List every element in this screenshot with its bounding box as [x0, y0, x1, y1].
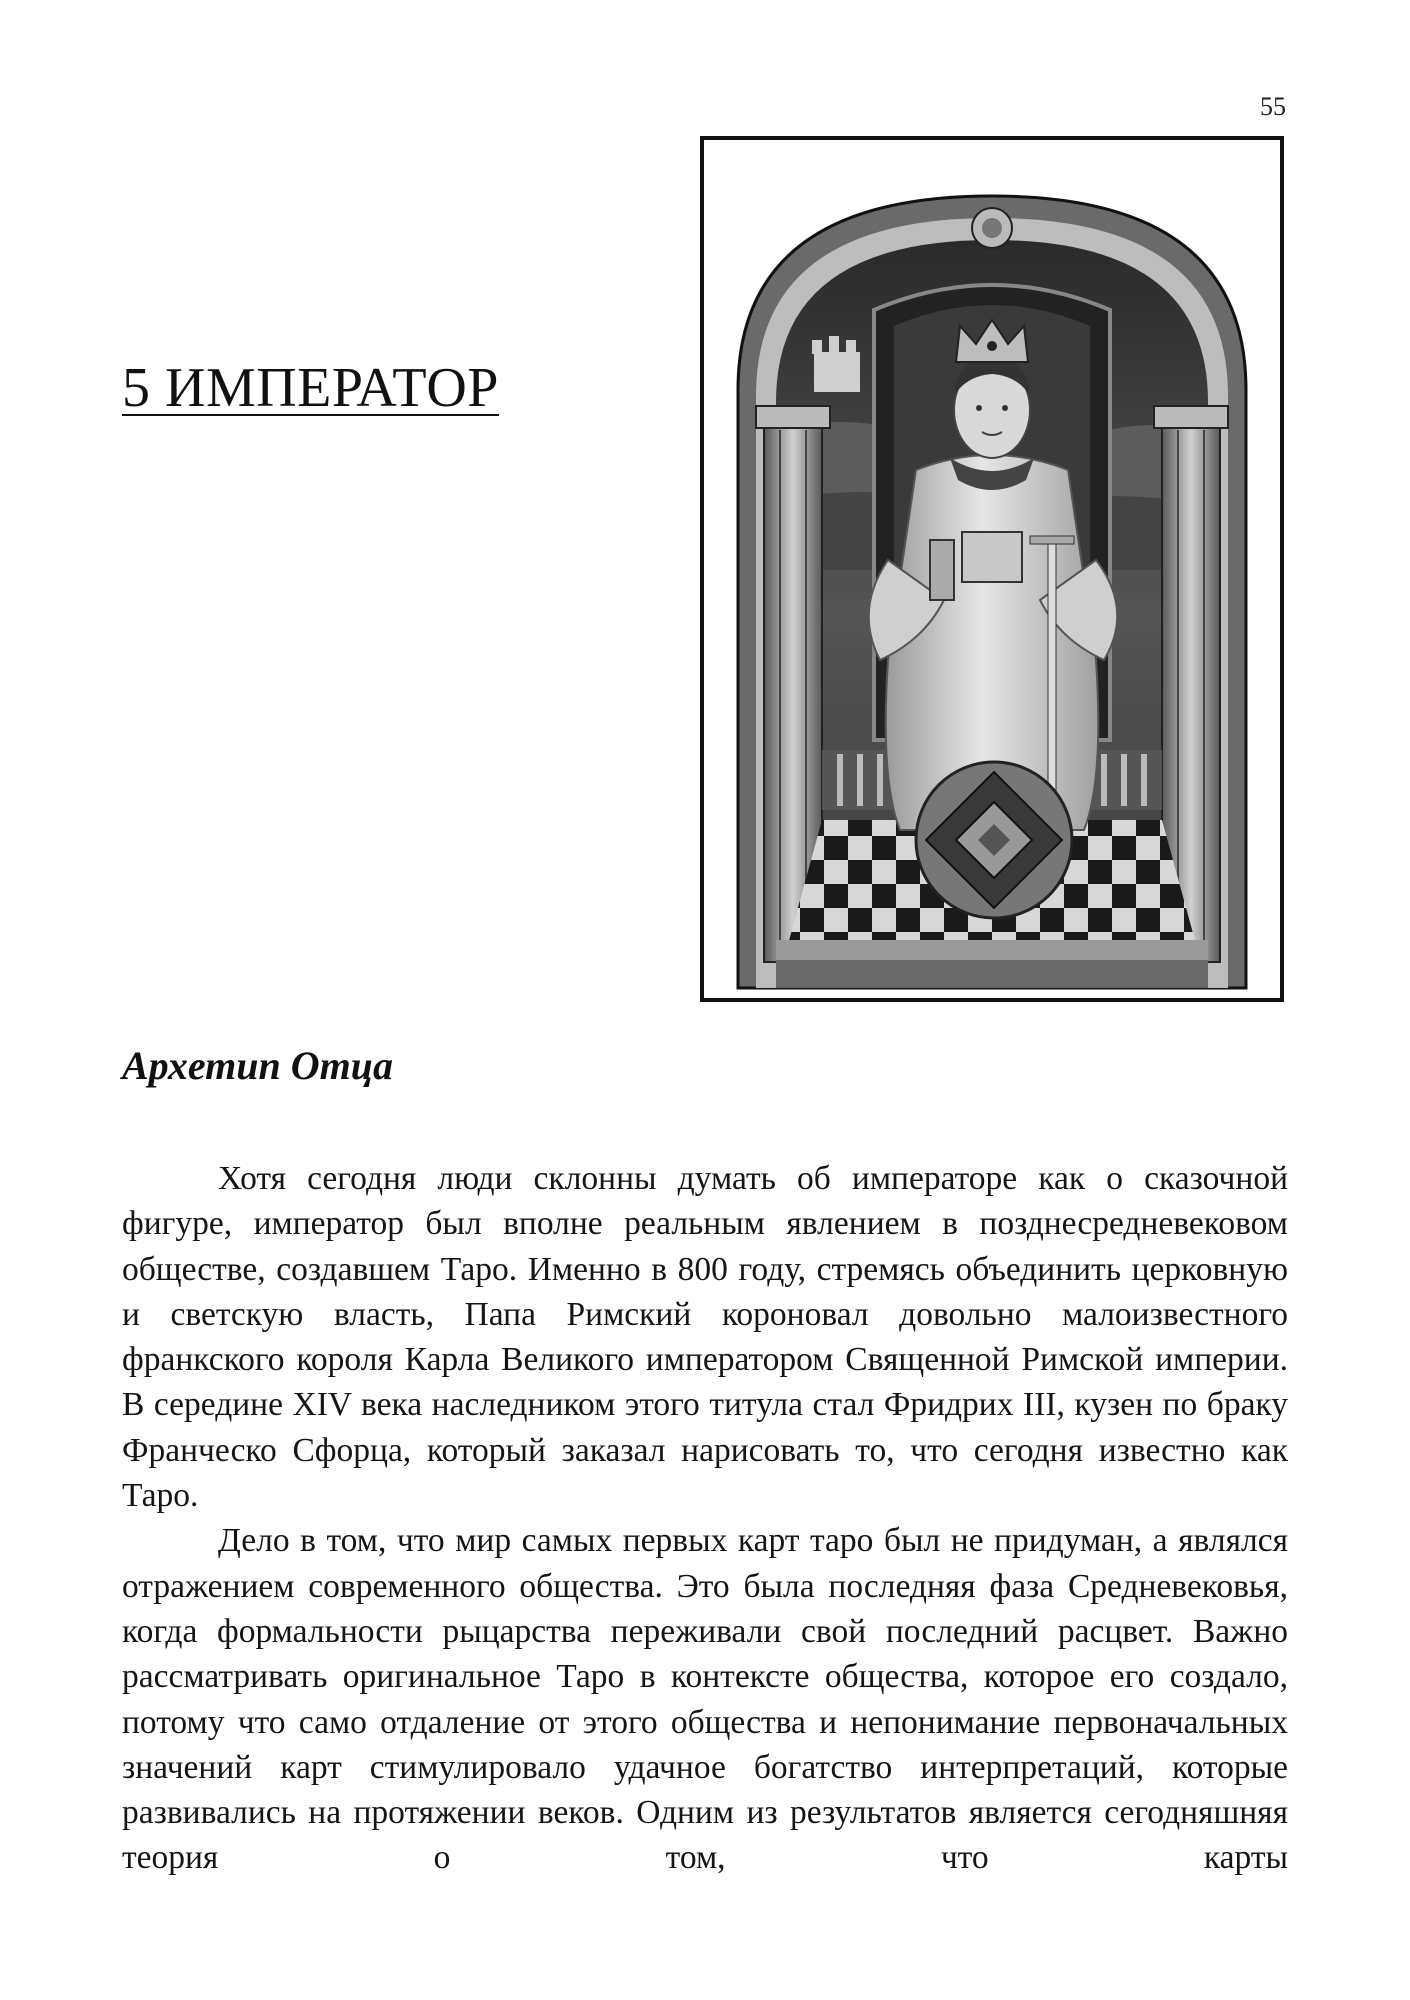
page-number: 55	[1260, 92, 1286, 121]
emperor-card-illustration	[700, 136, 1284, 1002]
body-text	[122, 1156, 1288, 1881]
emperor-tarot-card-image-icon	[704, 140, 1280, 998]
section-heading: Архетип Отца	[122, 1043, 393, 1088]
paragraph-2: Дело в том, что мир самых первых карт таро был не придуман, а являлся отражением современного общества. Это была последняя фаза Средневековья, когда формальности рыцарства переживали свой последний расцвет. Важно рассматривать оригинальное Таро в контексте общества, которое его создало, потому что само отдаление от этого общества и непонимание первоначальных значений карт стимулировало удачное богатство интерпретаций, которые развивались на протяжении веков. Одним из результатов является сегодняшняя теория о том, что карты	[122, 1522, 1288, 1877]
paragraph-1: Хотя сегодня люди склонны думать об императоре как о сказочной фигуре, император был вполне реальным явлением в позднесредневековом обществе, создавшем Таро. Именно в 800 году, стремясь объединить церковную и светскую власть, Папа Римский короновал довольно малоизвестного франкского короля Карла Великого императором Священной Римской империи. В середине XIV века наследником этого титула стал Фридрих III, кузен по браку Франческо Сфорца, который заказал нарисовать то, что сегодня известно как Таро.	[122, 1160, 1288, 1515]
chapter-title: 5 ИМПЕРАТОР	[122, 357, 499, 419]
